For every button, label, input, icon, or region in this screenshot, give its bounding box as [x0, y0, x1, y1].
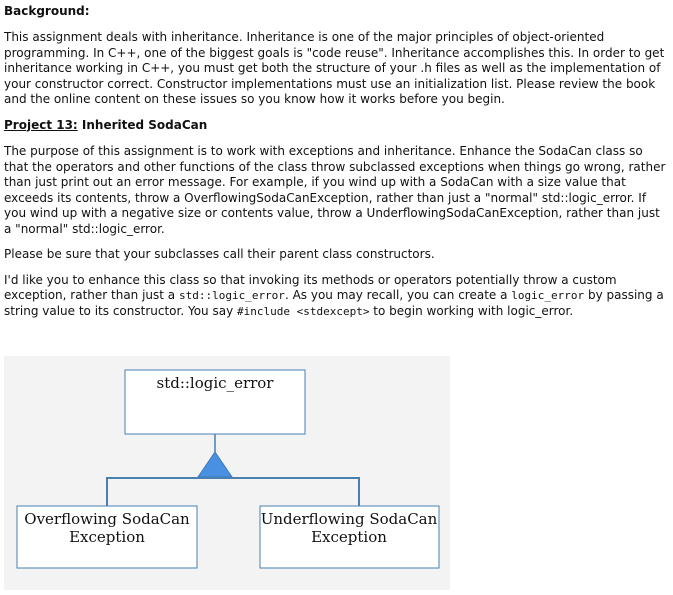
enhance-paragraph	[4, 273, 670, 320]
code-logic-error: logic_error	[511, 289, 585, 302]
inheritance-diagram	[4, 356, 450, 590]
project-heading	[4, 118, 670, 134]
code-include-stdexcept: #include <stdexcept>	[237, 304, 370, 318]
underflowing-label-line2: Exception	[311, 528, 387, 546]
enhance-text-3: by passing a string value to its constructor. You say	[4, 288, 664, 318]
project-label: Project 13:	[4, 117, 78, 132]
inheritance-triangle-icon	[198, 452, 232, 477]
enhance-text-4: to begin working with logic_error.	[369, 303, 574, 318]
diagram-svg	[4, 356, 450, 590]
parent-class-label: std::logic_error	[156, 374, 274, 392]
underflowing-label-line1: Underflowing SodaCan	[260, 510, 438, 528]
project-title: Inherited SodaCan	[77, 117, 208, 132]
enhance-text-2: . As you may recall, you can create a	[284, 288, 512, 302]
background-paragraph: This assignment deals with inheritance. Inheritance is one of the major principles of object-oriented programming. In C++, one of the biggest goals is "code reuse". Inheritance accomplishes this. In order to get inheritance working in C++, you must get both the structure of your .h files as well as the implementation of your constructor correct. Constructor implementations must use an initialization list. Please review the book and the online content on these issues so you know how it works before you begin.	[4, 30, 665, 106]
overflowing-label-line1: Overflowing SodaCan	[24, 510, 190, 528]
code-logic-error-std: std::logic_error	[178, 289, 285, 302]
overflowing-label-line2: Exception	[69, 528, 145, 546]
purpose-paragraph: The purpose of this assignment is to work with exceptions and inheritance. Enhance the SodaCan class so that the operators and other functions of the class throw subclassed exceptions when things go wrong, rather than just print out an error message. For example, if you wind up with a SodaCan with a size value that exceeds its contents, throw a OverflowingSodaCanException, rather than just a "normal" std::logic_error. If you wind up with a negative size or contents value, throw a UnderflowingSodaCanException, rather than just a "normal" std::logic_error.	[4, 144, 666, 236]
background-heading: Background:	[4, 4, 90, 18]
enhance-text-1: I'd like you to enhance this class so that invoking its methods or operators potentially throw a custom exception, rather than just a	[4, 272, 617, 302]
assignment-document	[4, 4, 670, 329]
constructors-paragraph: Please be sure that your subclasses call their parent class constructors.	[4, 247, 435, 261]
